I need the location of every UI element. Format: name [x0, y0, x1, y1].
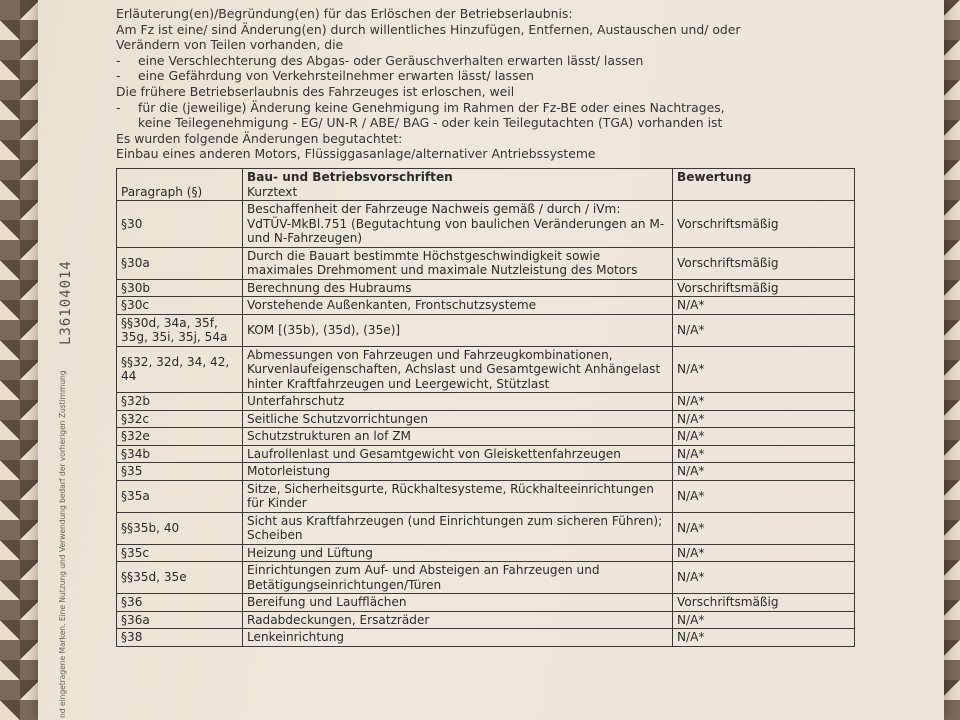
header-rating: Bewertung	[673, 169, 855, 201]
table-row	[117, 480, 855, 512]
rating-cell: Vorschriftsmäßig	[673, 247, 855, 279]
regulation-text-cell: Seitliche Schutzvorrichtungen	[243, 410, 673, 428]
rating-cell: N/A*	[673, 562, 855, 594]
rating-cell: N/A*	[673, 480, 855, 512]
header-regulations-title: Bau- und Betriebsvorschriften	[247, 170, 453, 184]
table-row	[117, 463, 855, 481]
regulation-text-cell: KOM [(35b), (35d), (35e)]	[243, 314, 673, 346]
paragraph-cell: §34b	[117, 445, 243, 463]
header-paragraph: Paragraph (§)	[117, 169, 243, 201]
regulation-text-cell: Einrichtungen zum Auf- und Absteigen an Fahrzeugen und Betätigungseinrichtungen/Türen	[243, 562, 673, 594]
header-regulations-subtitle: Kurztext	[247, 184, 298, 199]
rating-cell: Vorschriftsmäßig	[673, 201, 855, 248]
rating-cell: N/A*	[673, 463, 855, 481]
paragraph-cell: §30	[117, 201, 243, 248]
regulation-text-cell: Bereifung und Laufflächen	[243, 594, 673, 612]
regulation-text-cell: Sicht aus Kraftfahrzeugen (und Einrichtungen zum sicheren Führen); Scheiben	[243, 512, 673, 544]
regulation-text-cell: Abmessungen von Fahrzeugen und Fahrzeugkombinationen, Kurvenlaufeigenschaften, Achslast und Gesamtgewicht Anhängelast hinter Kraftfahrzeugen und Leergewicht, Stützlast	[243, 346, 673, 393]
table-header-row	[117, 169, 855, 201]
rating-cell: N/A*	[673, 346, 855, 393]
table-row	[117, 629, 855, 647]
rating-cell: Vorschriftsmäßig	[673, 279, 855, 297]
trademark-note: nd eingetragene Marken. Eine Nutzung und Verwendung bedarf der vorherigen Zustimmung	[58, 370, 67, 718]
intro-bullet: - eine Gefährdung von Verkehrsteilnehmer erwarten lässt/ lassen	[116, 68, 535, 84]
rating-cell: N/A*	[673, 428, 855, 446]
regulation-text-cell: Laufrollenlast und Gesamtgewicht von Gleiskettenfahrzeugen	[243, 445, 673, 463]
paragraph-cell: §35c	[117, 544, 243, 562]
intro-bullet: - für die (jeweilige) Änderung keine Genehmigung im Rahmen der Fz-BE oder eines Nachtrages,	[116, 99, 725, 115]
table-row	[117, 410, 855, 428]
table-row	[117, 247, 855, 279]
paragraph-cell: §36a	[117, 611, 243, 629]
rating-cell: N/A*	[673, 314, 855, 346]
regulation-text-cell: Sitze, Sicherheitsgurte, Rückhaltesysteme, Rückhalteeinrichtungen für Kinder	[243, 480, 673, 512]
table-row	[117, 393, 855, 411]
intro-bullet: - eine Verschlechterung des Abgas- oder Geräuschverhalten erwarten lässt/ lassen	[116, 52, 644, 68]
regulation-text-cell: Vorstehende Außenkanten, Frontschutzsysteme	[243, 297, 673, 315]
table-row	[117, 512, 855, 544]
paragraph-cell: §30c	[117, 297, 243, 315]
intro-line: Erläuterung(en)/Begründung(en) für das Erlöschen der Betriebserlaubnis:	[116, 6, 573, 21]
rating-cell: N/A*	[673, 512, 855, 544]
intro-line: Am Fz ist eine/ sind Änderung(en) durch willentliches Hinzufügen, Entfernen, Austauschen und/ oder	[116, 21, 741, 37]
table-row	[117, 445, 855, 463]
regulation-text-cell: Radabdeckungen, Ersatzräder	[243, 611, 673, 629]
header-regulations	[243, 169, 673, 201]
regulation-text-cell: Motorleistung	[243, 463, 673, 481]
rating-cell: N/A*	[673, 611, 855, 629]
paragraph-cell: §§30d, 34a, 35f, 35g, 35i, 35j, 54a	[117, 314, 243, 346]
rating-cell: N/A*	[673, 393, 855, 411]
intro-line-change: Einbau eines anderen Motors, Flüssiggasanlage/alternativer Antriebssysteme	[116, 146, 596, 162]
table-row	[117, 297, 855, 315]
regulation-text-cell: Unterfahrschutz	[243, 393, 673, 411]
rating-cell: N/A*	[673, 629, 855, 647]
paragraph-cell: §35a	[117, 480, 243, 512]
intro-section	[116, 6, 876, 162]
paragraph-cell: §30b	[117, 279, 243, 297]
table-row	[117, 594, 855, 612]
paragraph-cell: §32b	[117, 393, 243, 411]
rating-cell: N/A*	[673, 410, 855, 428]
paragraph-cell: §38	[117, 629, 243, 647]
rating-cell: N/A*	[673, 544, 855, 562]
paragraph-cell: §35	[117, 463, 243, 481]
rating-cell: N/A*	[673, 445, 855, 463]
regulation-text-cell: Lenkeinrichtung	[243, 629, 673, 647]
regulation-text-cell: Heizung und Lüftung	[243, 544, 673, 562]
table-row	[117, 201, 855, 248]
regulation-text-cell: Beschaffenheit der Fahrzeuge Nachweis gemäß / durch / iVm: VdTÜV-MkBl.751 (Begutachtung von baulichen Veränderungen an M- und N-Fahrzeugen)	[243, 201, 673, 248]
table-row	[117, 314, 855, 346]
paragraph-cell: §§32, 32d, 34, 42, 44	[117, 346, 243, 393]
table-row	[117, 279, 855, 297]
regulation-text-cell: Durch die Bauart bestimmte Höchstgeschwindigkeit sowie maximales Drehmoment und maximale Nutzleistung des Motors	[243, 247, 673, 279]
intro-line-assessed: Es wurden folgende Änderungen begutachtet:	[116, 130, 403, 146]
paragraph-cell: §36	[117, 594, 243, 612]
table-row	[117, 562, 855, 594]
regulations-table	[116, 168, 855, 647]
rating-cell: Vorschriftsmäßig	[673, 594, 855, 612]
table-row	[117, 544, 855, 562]
document-serial-number: L36104014	[58, 260, 74, 345]
regulation-text-cell: Berechnung des Hubraums	[243, 279, 673, 297]
paragraph-cell: §§35d, 35e	[117, 562, 243, 594]
table-row	[117, 428, 855, 446]
intro-line: Verändern von Teilen vorhanden, die	[116, 37, 344, 53]
table-row	[117, 611, 855, 629]
paragraph-cell: §32e	[117, 428, 243, 446]
table-row	[117, 346, 855, 393]
paragraph-cell: §30a	[117, 247, 243, 279]
intro-line-expired: Die frühere Betriebserlaubnis des Fahrzeuges ist erloschen, weil	[116, 83, 515, 99]
rating-cell: N/A*	[673, 297, 855, 315]
regulation-text-cell: Schutzstrukturen an lof ZM	[243, 428, 673, 446]
paragraph-cell: §§35b, 40	[117, 512, 243, 544]
paragraph-cell: §32c	[117, 410, 243, 428]
intro-bullet-continuation: keine Teilegenehmigung - EG/ UN-R / ABE/ BAG - oder kein Teilegutachten (TGA) vorhanden ist	[138, 115, 723, 131]
